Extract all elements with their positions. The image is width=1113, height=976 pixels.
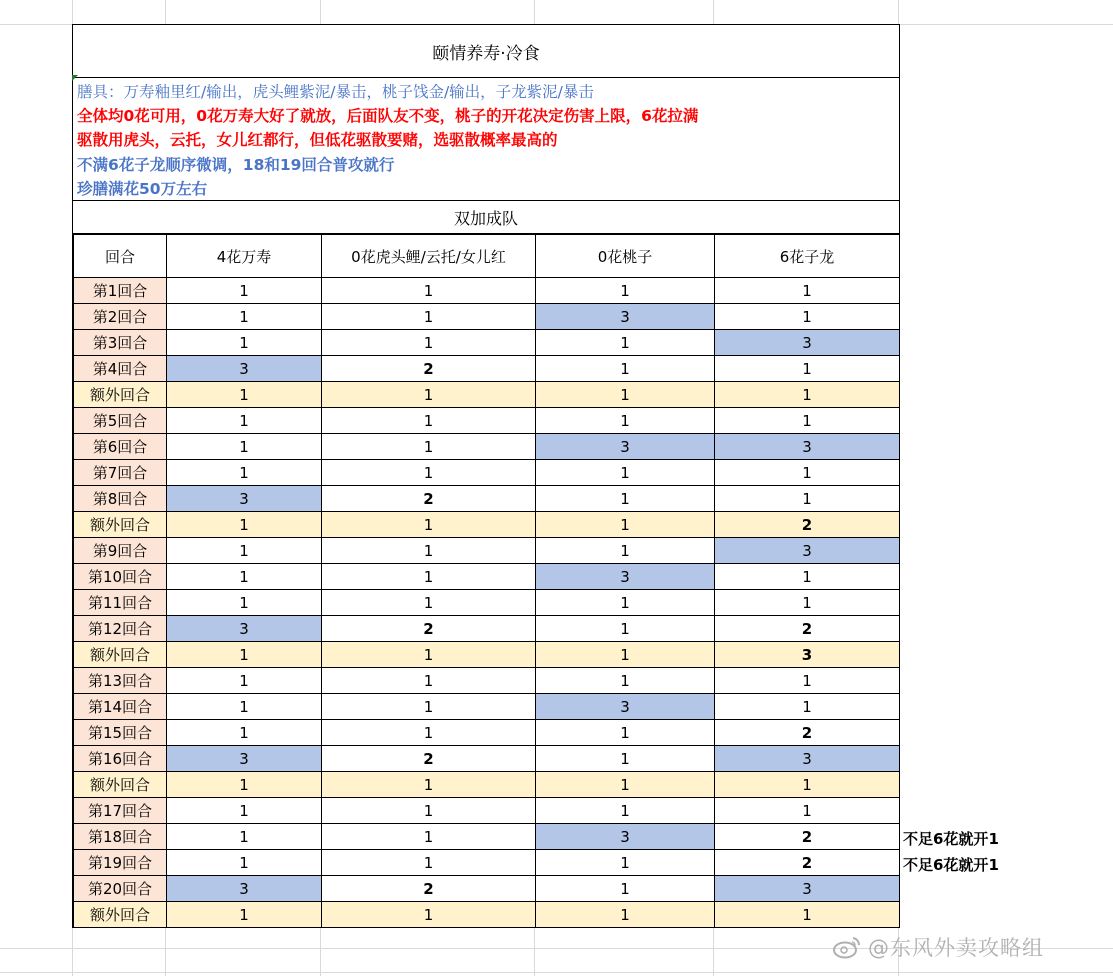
action-cell[interactable]: 1 [322, 408, 536, 434]
action-cell[interactable]: 1 [536, 330, 715, 356]
action-cell[interactable]: 1 [715, 590, 900, 616]
action-cell[interactable]: 3 [715, 330, 900, 356]
round-row [74, 356, 900, 382]
action-cell[interactable]: 1 [322, 460, 536, 486]
round-label-cell[interactable]: 第3回合 [74, 330, 167, 356]
watermark [832, 932, 1044, 962]
round-label-cell[interactable]: 第14回合 [74, 694, 167, 720]
extra-round-row [74, 772, 900, 798]
action-cell[interactable]: 1 [536, 902, 715, 928]
action-cell[interactable]: 1 [167, 668, 322, 694]
header-zilong[interactable]: 6花子龙 [715, 235, 900, 278]
action-cell[interactable]: 2 [715, 720, 900, 746]
weibo-icon [832, 935, 862, 959]
action-cell[interactable]: 1 [322, 772, 536, 798]
round-row [74, 616, 900, 642]
action-cell[interactable]: 1 [322, 798, 536, 824]
action-cell[interactable]: 1 [322, 590, 536, 616]
action-cell[interactable]: 1 [322, 850, 536, 876]
action-cell[interactable]: 1 [322, 642, 536, 668]
action-cell[interactable]: 1 [536, 876, 715, 902]
action-cell[interactable]: 1 [715, 304, 900, 330]
action-cell[interactable]: 3 [167, 356, 322, 382]
action-cell[interactable]: 2 [715, 512, 900, 538]
action-cell[interactable]: 1 [322, 304, 536, 330]
action-cell[interactable]: 1 [536, 668, 715, 694]
action-cell[interactable]: 1 [167, 642, 322, 668]
action-cell[interactable]: 1 [322, 902, 536, 928]
round-label-cell[interactable]: 第9回合 [74, 538, 167, 564]
action-cell[interactable]: 2 [715, 850, 900, 876]
action-cell[interactable]: 1 [536, 382, 715, 408]
action-cell[interactable]: 2 [322, 356, 536, 382]
action-cell[interactable]: 1 [536, 356, 715, 382]
round-label-cell[interactable]: 第2回合 [74, 304, 167, 330]
action-cell[interactable]: 1 [167, 694, 322, 720]
action-cell[interactable]: 1 [167, 304, 322, 330]
round-label-cell[interactable]: 第8回合 [74, 486, 167, 512]
round-label-cell[interactable]: 第17回合 [74, 798, 167, 824]
action-cell[interactable]: 1 [322, 564, 536, 590]
watermark-text: @东风外卖攻略组 [868, 936, 1044, 960]
round-row [74, 694, 900, 720]
action-cell[interactable]: 2 [715, 616, 900, 642]
action-cell[interactable]: 1 [322, 382, 536, 408]
action-cell[interactable]: 1 [715, 902, 900, 928]
round-label-cell[interactable]: 第10回合 [74, 564, 167, 590]
round-row [74, 824, 900, 850]
action-cell[interactable]: 1 [167, 850, 322, 876]
rounds-table [73, 234, 900, 928]
action-cell[interactable]: 1 [536, 616, 715, 642]
action-cell[interactable]: 1 [715, 564, 900, 590]
action-cell[interactable]: 1 [322, 278, 536, 304]
round-label-cell[interactable]: 第7回合 [74, 460, 167, 486]
action-cell[interactable]: 1 [536, 798, 715, 824]
action-cell[interactable]: 1 [322, 434, 536, 460]
action-cell[interactable]: 3 [167, 616, 322, 642]
round-label-cell[interactable]: 第13回合 [74, 668, 167, 694]
action-cell[interactable]: 3 [536, 304, 715, 330]
round-row [74, 850, 900, 876]
action-cell[interactable]: 1 [167, 382, 322, 408]
round-label-cell[interactable]: 第12回合 [74, 616, 167, 642]
note-tableware: 膳具：万寿釉里红/输出，虎头鲤紫泥/暴击，桃子饯金/输出，子龙紫泥/暴击 [77, 83, 594, 101]
action-cell[interactable]: 2 [322, 876, 536, 902]
action-cell[interactable]: 1 [715, 278, 900, 304]
round-label-cell[interactable]: 第18回合 [74, 824, 167, 850]
action-cell[interactable]: 3 [167, 746, 322, 772]
comment-indicator-icon [72, 75, 78, 81]
action-cell[interactable]: 1 [536, 720, 715, 746]
action-cell[interactable]: 3 [536, 824, 715, 850]
action-cell[interactable]: 1 [167, 772, 322, 798]
side-note-round18[interactable]: 不足6花就开1 [903, 830, 999, 848]
action-cell[interactable]: 3 [715, 746, 900, 772]
action-cell[interactable]: 1 [536, 408, 715, 434]
action-cell[interactable]: 1 [167, 824, 322, 850]
notes-cell[interactable] [73, 78, 899, 201]
header-round[interactable]: 回合 [74, 235, 167, 278]
action-cell[interactable]: 1 [715, 460, 900, 486]
action-cell[interactable]: 1 [536, 512, 715, 538]
action-cell[interactable]: 3 [167, 876, 322, 902]
header-taozi[interactable]: 0花桃子 [536, 235, 715, 278]
note-strategy-1: 全体均0花可用，0花万寿大好了就放，后面队友不变，桃子的开花决定伤害上限，6花拉满 [77, 107, 699, 126]
action-cell[interactable]: 3 [715, 642, 900, 668]
action-cell[interactable]: 3 [536, 694, 715, 720]
action-cell[interactable]: 1 [536, 538, 715, 564]
header-hutouli[interactable]: 0花虎头鲤/云托/女儿红 [322, 235, 536, 278]
round-row [74, 460, 900, 486]
action-cell[interactable]: 1 [167, 590, 322, 616]
action-cell[interactable]: 1 [167, 434, 322, 460]
note-adjustment: 不满6花子龙顺序微调，18和19回合普攻就行 [77, 155, 395, 174]
side-note-round19[interactable]: 不足6花就开1 [903, 856, 999, 874]
round-label-cell[interactable]: 第5回合 [74, 408, 167, 434]
round-row [74, 278, 900, 304]
action-cell[interactable]: 1 [322, 538, 536, 564]
round-row [74, 746, 900, 772]
action-cell[interactable]: 1 [167, 460, 322, 486]
round-label-cell[interactable]: 第4回合 [74, 356, 167, 382]
extra-round-row [74, 902, 900, 928]
action-cell[interactable]: 2 [715, 824, 900, 850]
action-cell[interactable]: 1 [167, 538, 322, 564]
action-cell[interactable]: 3 [715, 538, 900, 564]
sheet-title[interactable]: 颐情养寿·冷食 [73, 24, 899, 78]
round-label-cell[interactable]: 第19回合 [74, 850, 167, 876]
round-row [74, 486, 900, 512]
round-row [74, 538, 900, 564]
action-cell[interactable]: 2 [322, 616, 536, 642]
action-cell[interactable]: 1 [715, 772, 900, 798]
action-cell[interactable]: 1 [167, 512, 322, 538]
action-cell[interactable]: 3 [536, 434, 715, 460]
team-title[interactable]: 双加成队 [73, 201, 899, 234]
action-cell[interactable]: 1 [536, 772, 715, 798]
action-cell[interactable]: 1 [167, 278, 322, 304]
action-cell[interactable]: 1 [167, 408, 322, 434]
round-row [74, 330, 900, 356]
action-cell[interactable]: 1 [322, 668, 536, 694]
round-row [74, 304, 900, 330]
action-cell[interactable]: 3 [715, 876, 900, 902]
action-cell[interactable]: 1 [167, 798, 322, 824]
action-cell[interactable]: 2 [322, 486, 536, 512]
round-label-cell[interactable]: 第15回合 [74, 720, 167, 746]
action-cell[interactable]: 1 [715, 486, 900, 512]
round-label-cell[interactable]: 第1回合 [74, 278, 167, 304]
action-cell[interactable]: 1 [167, 564, 322, 590]
action-cell[interactable]: 1 [536, 278, 715, 304]
extra-round-row [74, 642, 900, 668]
action-cell[interactable]: 1 [322, 824, 536, 850]
action-cell[interactable]: 3 [536, 564, 715, 590]
action-cell[interactable]: 1 [167, 902, 322, 928]
round-row [74, 564, 900, 590]
extra-round-row [74, 382, 900, 408]
action-cell[interactable]: 1 [715, 382, 900, 408]
round-label-cell[interactable]: 额外回合 [74, 902, 167, 928]
round-label-cell[interactable]: 第11回合 [74, 590, 167, 616]
note-strategy-2: 驱散用虎头，云托，女儿红都行，但低花驱散要赌，选驱散概率最高的 [77, 131, 558, 150]
header-row [74, 235, 900, 278]
action-cell[interactable]: 1 [322, 720, 536, 746]
action-cell[interactable]: 1 [536, 642, 715, 668]
action-cell[interactable]: 1 [322, 694, 536, 720]
action-cell[interactable]: 1 [715, 668, 900, 694]
round-label-cell[interactable]: 额外回合 [74, 642, 167, 668]
extra-round-row [74, 512, 900, 538]
round-label-cell[interactable]: 额外回合 [74, 382, 167, 408]
action-cell[interactable]: 1 [536, 850, 715, 876]
action-cell[interactable]: 1 [536, 486, 715, 512]
action-cell[interactable]: 3 [715, 434, 900, 460]
round-label-cell[interactable]: 额外回合 [74, 772, 167, 798]
action-cell[interactable]: 3 [167, 486, 322, 512]
action-cell[interactable]: 1 [715, 798, 900, 824]
round-row [74, 876, 900, 902]
round-row [74, 590, 900, 616]
action-cell[interactable]: 2 [322, 746, 536, 772]
round-row [74, 668, 900, 694]
note-score: 珍膳满花50万左右 [77, 179, 208, 198]
strategy-sheet [72, 24, 900, 928]
action-cell[interactable]: 1 [536, 590, 715, 616]
round-row [74, 798, 900, 824]
round-label-cell[interactable]: 额外回合 [74, 512, 167, 538]
header-wanshou[interactable]: 4花万寿 [167, 235, 322, 278]
round-row [74, 720, 900, 746]
action-cell[interactable]: 1 [322, 512, 536, 538]
round-label-cell[interactable]: 第20回合 [74, 876, 167, 902]
round-row [74, 408, 900, 434]
round-label-cell[interactable]: 第6回合 [74, 434, 167, 460]
action-cell[interactable]: 1 [715, 356, 900, 382]
action-cell[interactable]: 1 [715, 408, 900, 434]
action-cell[interactable]: 1 [167, 720, 322, 746]
action-cell[interactable]: 1 [322, 330, 536, 356]
action-cell[interactable]: 1 [536, 746, 715, 772]
round-label-cell[interactable]: 第16回合 [74, 746, 167, 772]
action-cell[interactable]: 1 [536, 460, 715, 486]
action-cell[interactable]: 1 [715, 694, 900, 720]
action-cell[interactable]: 1 [167, 330, 322, 356]
round-row [74, 434, 900, 460]
